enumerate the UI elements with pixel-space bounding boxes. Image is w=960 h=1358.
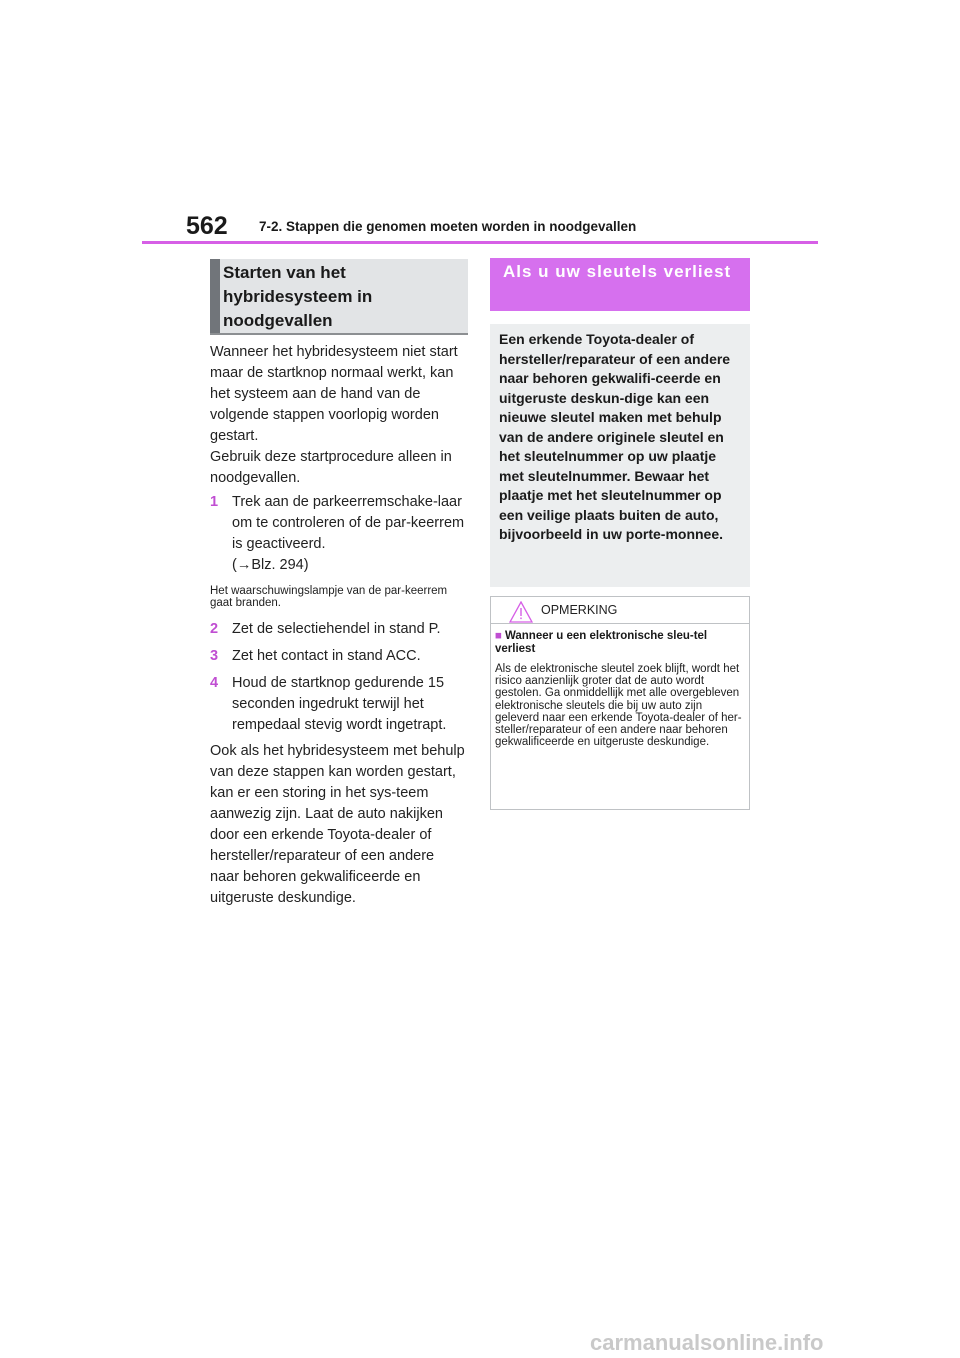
intro-usage-note: Gebruik deze startprocedure alleen in noodgevallen. <box>210 449 452 486</box>
header-divider <box>142 241 818 244</box>
page-reference-link[interactable]: (→Blz. 294) <box>232 557 309 573</box>
warning-triangle-icon <box>509 601 533 623</box>
emergency-start-heading-text: Starten van het hybridesysteem in noodgevallen <box>223 263 373 330</box>
step-1 <box>210 492 470 576</box>
step-text: Houd de startknop gedurende 15 seconden ingedrukt terwijl het rempedaal stevig wordt ingetrapt. <box>232 675 447 733</box>
step-number: 3 <box>210 648 219 664</box>
key-replacement-info-box <box>490 324 750 587</box>
key-replacement-info-text: Een erkende Toyota-dealer of hersteller/reparateur of een andere naar behoren gekwalifi-ceerde en uitgeruste deskun-dige kan een nieuwe sleutel maken met behulp van de andere originele sleutel en het sleutelnummer op uw plaatje met sleutelnummer. Bewaar het plaatje met het sleutelnummer op een veilige plaats buiten de auto, bijvoorbeeld in uw porte-monnee. <box>499 331 731 542</box>
emergency-start-heading <box>210 259 468 335</box>
notice-title: OPMERKING <box>541 603 618 617</box>
notice-divider <box>491 623 749 624</box>
step-text <box>232 492 470 576</box>
step-text: Zet het contact in stand ACC. <box>232 648 421 664</box>
section-title: 7-2. Stappen die genomen moeten worden in noodgevallen <box>259 219 637 234</box>
heading-accent-bar <box>210 259 220 333</box>
step-1-text: Trek aan de parkeerremschake-laar om te controleren of de par-keerrem is geactiveerd. <box>232 494 465 552</box>
square-bullet-icon: ■ <box>495 630 502 642</box>
step-number: 1 <box>210 494 219 510</box>
page-number: 562 <box>186 212 228 240</box>
notice-subtitle <box>495 630 743 656</box>
notice-subtitle-text: Wanneer u een elektronische sleu-tel verliest <box>495 630 708 655</box>
lost-keys-heading-text: Als u uw sleutels verliest <box>503 262 732 281</box>
notice-box <box>490 596 750 810</box>
step-1-note: Het waarschuwingslampje van de par-keerrem gaat branden. <box>210 585 448 609</box>
closing-paragraph: Ook als het hybridesysteem met behulp van deze stappen kan worden gestart, kan er een storing in het sys-teem aanwezig zijn. Laat de auto nakijken door een erkende Toyota-dealer of hersteller/reparateur of een andere naar behoren gekwalificeerde en uitgeruste deskundige. <box>210 743 465 906</box>
step-text: Zet de selectiehendel in stand P. <box>232 621 441 637</box>
step-number: 4 <box>210 675 219 691</box>
intro-paragraph: Wanneer het hybridesysteem niet start maar de startknop normaal werkt, kan het systeem aan de hand van de volgende stappen voorlopig worden gestart. <box>210 344 458 444</box>
lost-keys-heading <box>490 258 750 311</box>
step-number: 2 <box>210 621 219 637</box>
notice-body: Als de elektronische sleutel zoek blijft, wordt het risico aanzienlijk groter dat de auto wordt gestolen. Ga onmiddellijk met alle overgebleven elektronische sleutels die bij uw auto zijn geleverd naar een erkende Toyota-dealer of her-steller/reparateur of een andere naar behoren gekwalificeerde en uitgeruste deskundige. <box>495 663 742 749</box>
watermark: carmanualsonline.info <box>590 1330 824 1355</box>
